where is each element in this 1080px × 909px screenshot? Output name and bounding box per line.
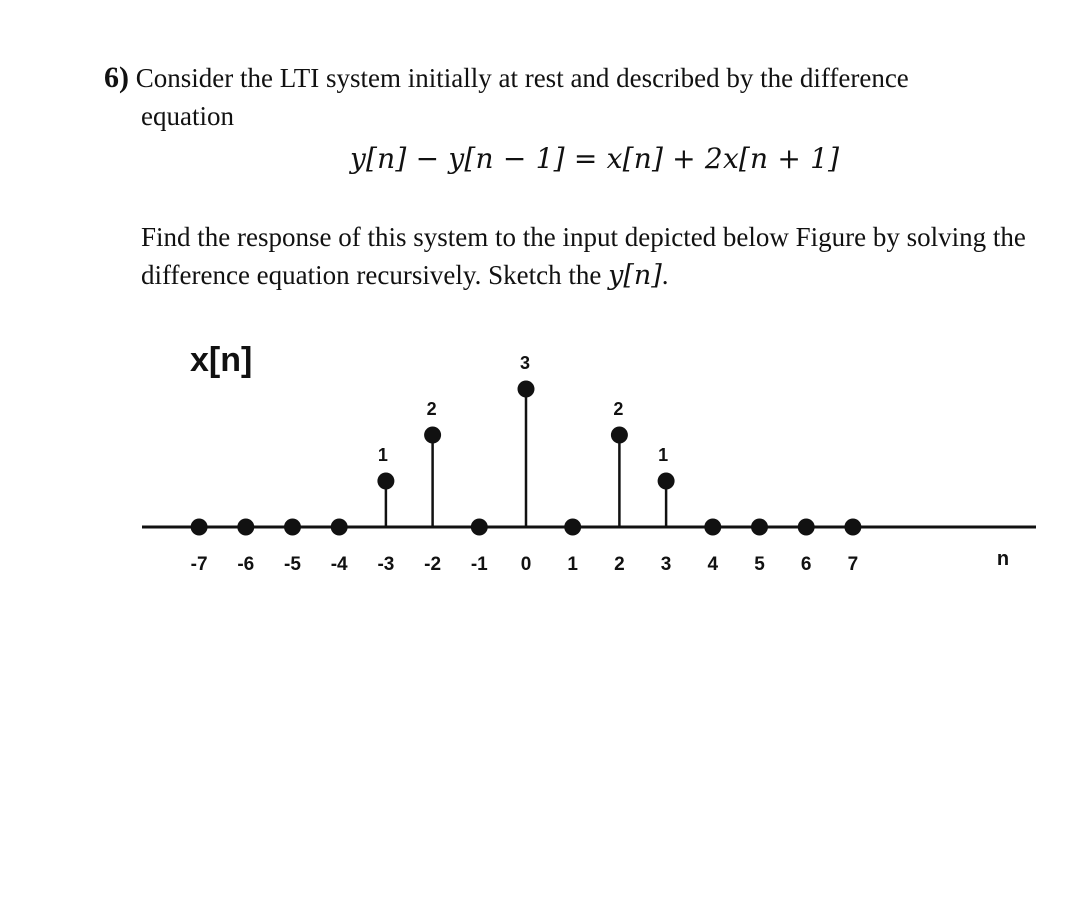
tick-label-n-7: -7 [190,554,208,575]
tick-label-n0: 0 [520,554,532,575]
stem-plot-x-of-n [0,330,1080,590]
value-label-n-3: 1 [377,445,388,465]
stem-dot-n4 [704,519,721,536]
tick-label-n-3: -3 [377,554,395,575]
tick-label-n4: 4 [707,554,719,575]
tick-label-n6: 6 [800,554,812,575]
stem-dot-n2 [611,427,628,444]
tick-label-n-2: -2 [424,554,442,575]
stem-dot-n-2 [424,427,441,444]
value-label-n-2: 2 [426,399,437,419]
stem-dot-n1 [564,519,581,536]
stem-dot-n-3 [377,473,394,490]
problem-text-line2: equation [141,101,234,131]
stem-dot-n6 [798,519,815,536]
tick-label-n-6: -6 [237,554,255,575]
tick-label-n-4: -4 [330,554,348,575]
tick-label-n-5: -5 [284,554,301,575]
question-number: 6) [104,61,129,94]
stem-dot-n-4 [331,519,348,536]
stem-dot-n5 [751,519,768,536]
stem-marks [191,353,862,575]
stem-dot-n0 [518,381,535,398]
stem-dot-n7 [844,519,861,536]
tick-label-n1: 1 [567,554,578,575]
tick-label-n-1: -1 [470,554,488,575]
instruction-text: Find the response of this system to the input depicted below Figure by solving the difference equation recursively. Sketch the [141,222,1026,290]
problem-first-line [104,60,1024,96]
problem-statement [104,60,1024,134]
problem-text-line1: Consider the LTI system initially at rest and described by the difference [135,63,909,93]
stem-dot-n3 [658,473,675,490]
stem-dot-n-1 [471,519,488,536]
tick-label-n7: 7 [847,554,859,575]
instruction-paragraph [141,218,1041,295]
x-axis-label: n [996,548,1010,570]
tick-label-n2: 2 [614,554,625,575]
instruction-math-y: y[n] [608,260,662,291]
value-label-n3: 1 [658,445,669,465]
plot-title: x[n] [190,341,253,379]
instruction-end: . [661,260,669,290]
stem-dot-n-5 [284,519,301,536]
stem-dot-n-6 [237,519,254,536]
difference-equation: y[n] − y[n − 1] = x[n] + 2x[n + 1] [350,142,840,175]
value-label-n2: 2 [613,399,624,419]
tick-label-n3: 3 [660,554,672,575]
stem-dot-n-7 [191,519,208,536]
tick-label-n5: 5 [754,554,765,575]
value-label-n0: 3 [519,353,531,373]
